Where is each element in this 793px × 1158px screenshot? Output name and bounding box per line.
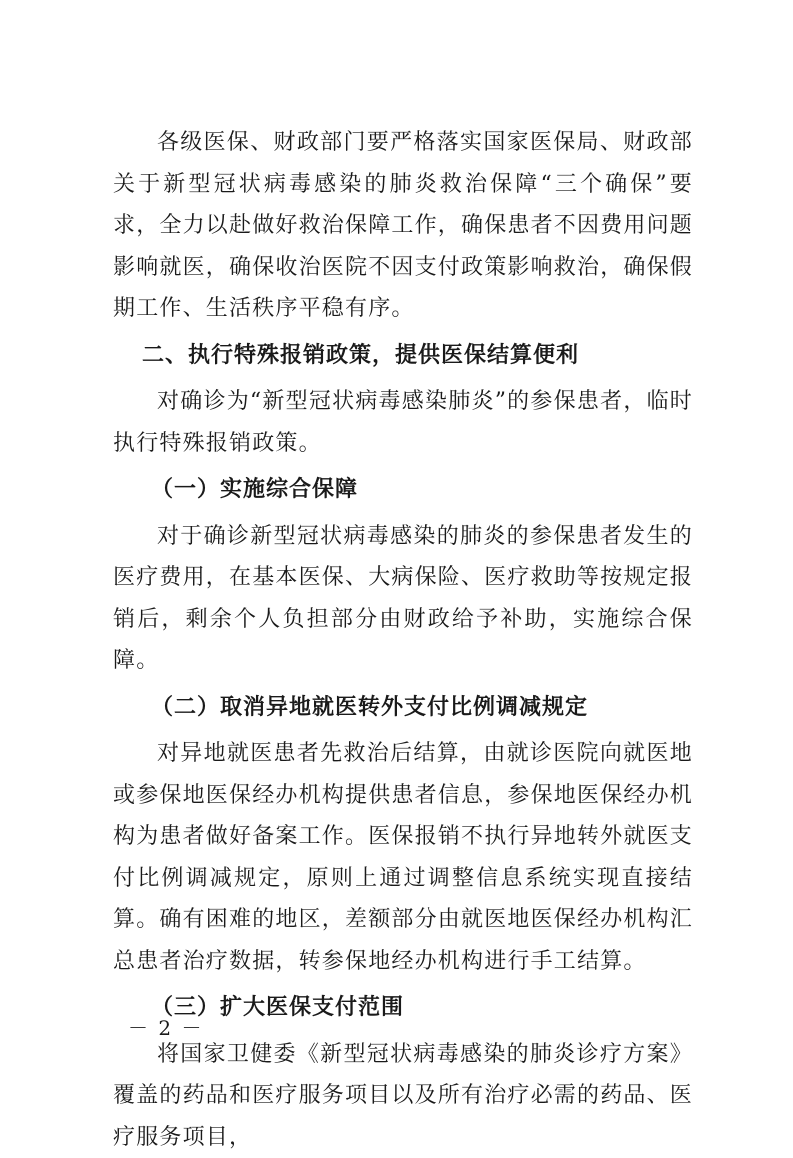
body-paragraph: 对异地就医患者先救治后结算，由就诊医院向就医地或参保地医保经办机构提供患者信息，参保地医保经办机构为患者做好备案工作。医保报销不执行异地转外就医支付比例调减规定，原则上通过调整信息系统实现直接结算。确有困难的地区，差额部分由就医地医保经办机构汇总患者治疗数据，转参保地经办机构进行手工结算。 (113, 733, 693, 982)
body-paragraph: 对确诊为“新型冠状病毒感染肺炎”的参保患者，临时执行特殊报销政策。 (113, 381, 693, 464)
page-number: － 2 － (128, 1012, 203, 1041)
body-paragraph: 对于确诊新型冠状病毒感染的肺炎的参保患者发生的医疗费用，在基本医保、大病保险、医疗救助等按规定报销后，剩余个人负担部分由财政给予补助，实施综合保障。 (113, 516, 693, 682)
document-body (113, 122, 693, 1158)
subsection-heading: （二）取消异地就医转外支付比例调减规定 (113, 687, 693, 729)
body-paragraph: 将国家卫健委《新型冠状病毒感染的肺炎诊疗方案》覆盖的药品和医疗服务项目以及所有治疗必需的药品、医疗服务项目， (113, 1034, 693, 1158)
section-heading: 二、执行特殊报销政策，提供医保结算便利 (113, 335, 693, 377)
subsection-heading: （三）扩大医保支付范围 (113, 987, 693, 1029)
subsection-heading: （一）实施综合保障 (113, 469, 693, 511)
body-paragraph: 各级医保、财政部门要严格落实国家医保局、财政部关于新型冠状病毒感染的肺炎救治保障“三个确保”要求，全力以赴做好救治保障工作，确保患者不因费用问题影响就医，确保收治医院不因支付政策影响救治，确保假期工作、生活秩序平稳有序。 (113, 122, 693, 330)
